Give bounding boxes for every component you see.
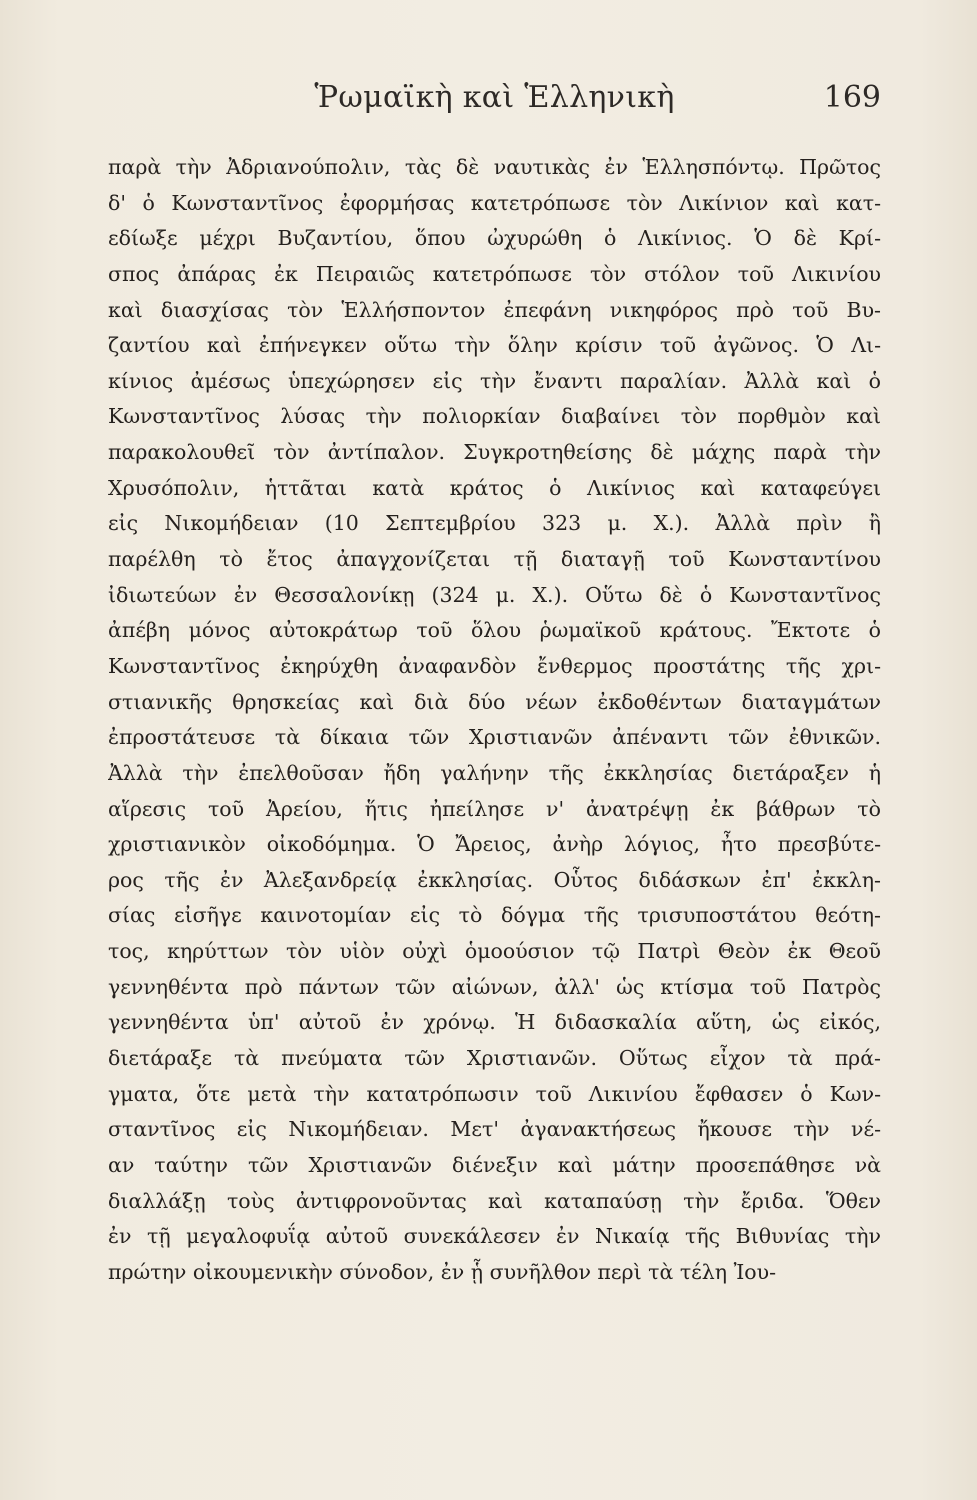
text-line: εδίωξε μέχρι Βυζαντίου, ὅπου ὠχυρώθη ὁ Λικίνιος. Ὁ δὲ Κρί- <box>108 226 881 251</box>
running-head <box>108 78 881 128</box>
text-line: ἐν τῇ μεγαλοφυΐᾳ αὐτοῦ συνεκάλεσεν ἐν Νικαίᾳ τῆς Βιθυνίας τὴν <box>108 1224 881 1249</box>
text-line: ζαντίου καὶ ἐπήνεγκεν οὕτω τὴν ὅλην κρίσιν τοῦ ἀγῶνος. Ὁ Λι- <box>108 333 881 358</box>
text-line: γεννηθέντα ὑπ' αὐτοῦ ἐν χρόνῳ. Ἡ διδασκαλία αὕτη, ὡς εἰκός, <box>108 1010 881 1035</box>
text-line: ἰδιωτεύων ἐν Θεσσαλονίκῃ (324 μ. Χ.). Οὕτω δὲ ὁ Κωνσταντῖνος <box>108 582 881 607</box>
text-line: σταντῖνος εἰς Νικομήδειαν. Μετ' ἀγανακτήσεως ἤκουσε τὴν νέ- <box>108 1117 881 1142</box>
text-line: στιανικῆς θρησκείας καὶ διὰ δύο νέων ἐκδοθέντων διαταγμάτων <box>108 689 881 714</box>
text-line: παρακολουθεῖ τὸν ἀντίπαλον. Συγκροτηθείσης δὲ μάχης παρὰ τὴν <box>108 440 881 465</box>
text-line: καὶ διασχίσας τὸν Ἑλλήσποντον ἐπεφάνη νικηφόρος πρὸ τοῦ Βυ- <box>108 297 881 322</box>
text-line: σπος ἀπάρας ἐκ Πειραιῶς κατετρόπωσε τὸν στόλον τοῦ Λικινίου <box>108 261 881 286</box>
page-number: 169 <box>823 80 881 115</box>
text-line: αν ταύτην τῶν Χριστιανῶν διένεξιν καὶ μάτην προσεπάθησε νὰ <box>108 1152 881 1177</box>
text-line: τος, κηρύττων τὸν υἱὸν οὐχὶ ὁμοούσιον τῷ Πατρὶ Θεὸν ἐκ Θεοῦ <box>108 939 881 964</box>
text-line: ἐπροστάτευσε τὰ δίκαια τῶν Χριστιανῶν ἀπέναντι τῶν ἐθνικῶν. <box>108 725 881 750</box>
text-line: παρὰ τὴν Ἀδριανούπολιν, τὰς δὲ ναυτικὰς ἐν Ἑλλησπόντῳ. Πρῶτος <box>108 155 881 179</box>
text-line: Κωνσταντῖνος ἐκηρύχθη ἀναφανδὸν ἔνθερμος προστάτης τῆς χρι- <box>108 653 881 678</box>
text-line: πρώτην οἰκουμενικὴν σύνοδον, ἐν ᾗ συνῆλθον περὶ τὰ τέλη Ἰου- <box>108 1259 776 1284</box>
text-line: γματα, ὅτε μετὰ τὴν κατατρόπωσιν τοῦ Λικινίου ἔφθασεν ὁ Κων- <box>108 1081 881 1106</box>
text-line: ρος τῆς ἐν Ἀλεξανδρείᾳ ἐκκλησίας. Οὗτος διδάσκων ἐπ' ἐκκλη- <box>108 867 881 892</box>
text-line: Χρυσόπολιν, ἡττᾶται κατὰ κράτος ὁ Λικίνιος καὶ καταφεύγει <box>108 475 881 500</box>
text-line: δ' ὁ Κωνσταντῖνος ἐφορμήσας κατετρόπωσε τὸν Λικίνιον καὶ κατ- <box>108 190 881 215</box>
text-line: εἰς Νικομήδειαν (10 Σεπτεμβρίου 323 μ. Χ.). Ἀλλὰ πρὶν ἢ <box>108 511 881 536</box>
text-line: σίας εἰσῆγε καινοτομίαν εἰς τὸ δόγμα τῆς τρισυποστάτου θεότη- <box>108 903 881 928</box>
text-line: χριστιανικὸν οἰκοδόμημα. Ὁ Ἄρειος, ἀνὴρ λόγιος, ἦτο πρεσβύτε- <box>108 832 881 857</box>
text-line: Κωνσταντῖνος λύσας τὴν πολιορκίαν διαβαίνει τὸν πορθμὸν καὶ <box>108 404 881 429</box>
text-line: ἀπέβη μόνος αὐτοκράτωρ τοῦ ὅλου ῥωμαϊκοῦ κράτους. Ἔκτοτε ὁ <box>108 618 881 643</box>
running-title: Ῥωμαϊκὴ καὶ Ἑλληνικὴ <box>314 80 675 115</box>
text-line: παρέλθη τὸ ἔτος ἀπαγχονίζεται τῇ διαταγῇ τοῦ Κωνσταντίνου <box>108 547 881 572</box>
text-line: διετάραξε τὰ πνεύματα τῶν Χριστιανῶν. Οὕτως εἶχον τὰ πρά- <box>108 1046 881 1071</box>
body-text <box>108 150 881 1291</box>
text-line: γεννηθέντα πρὸ πάντων τῶν αἰώνων, ἀλλ' ὡς κτίσμα τοῦ Πατρὸς <box>108 974 881 999</box>
text-line: Ἀλλὰ τὴν ἐπελθοῦσαν ἤδη γαλήνην τῆς ἐκκλησίας διετάραξεν ἡ <box>108 760 881 785</box>
text-line: διαλλάξῃ τοὺς ἀντιφρονοῦντας καὶ καταπαύσῃ τὴν ἔριδα. Ὅθεν <box>108 1188 881 1213</box>
text-line: αἵρεσις τοῦ Ἀρείου, ἥτις ἠπείλησε ν' ἀνατρέψῃ ἐκ βάθρων τὸ <box>108 796 881 821</box>
text-line: κίνιος ἀμέσως ὑπεχώρησεν εἰς τὴν ἔναντι παραλίαν. Ἀλλὰ καὶ ὁ <box>108 368 881 393</box>
